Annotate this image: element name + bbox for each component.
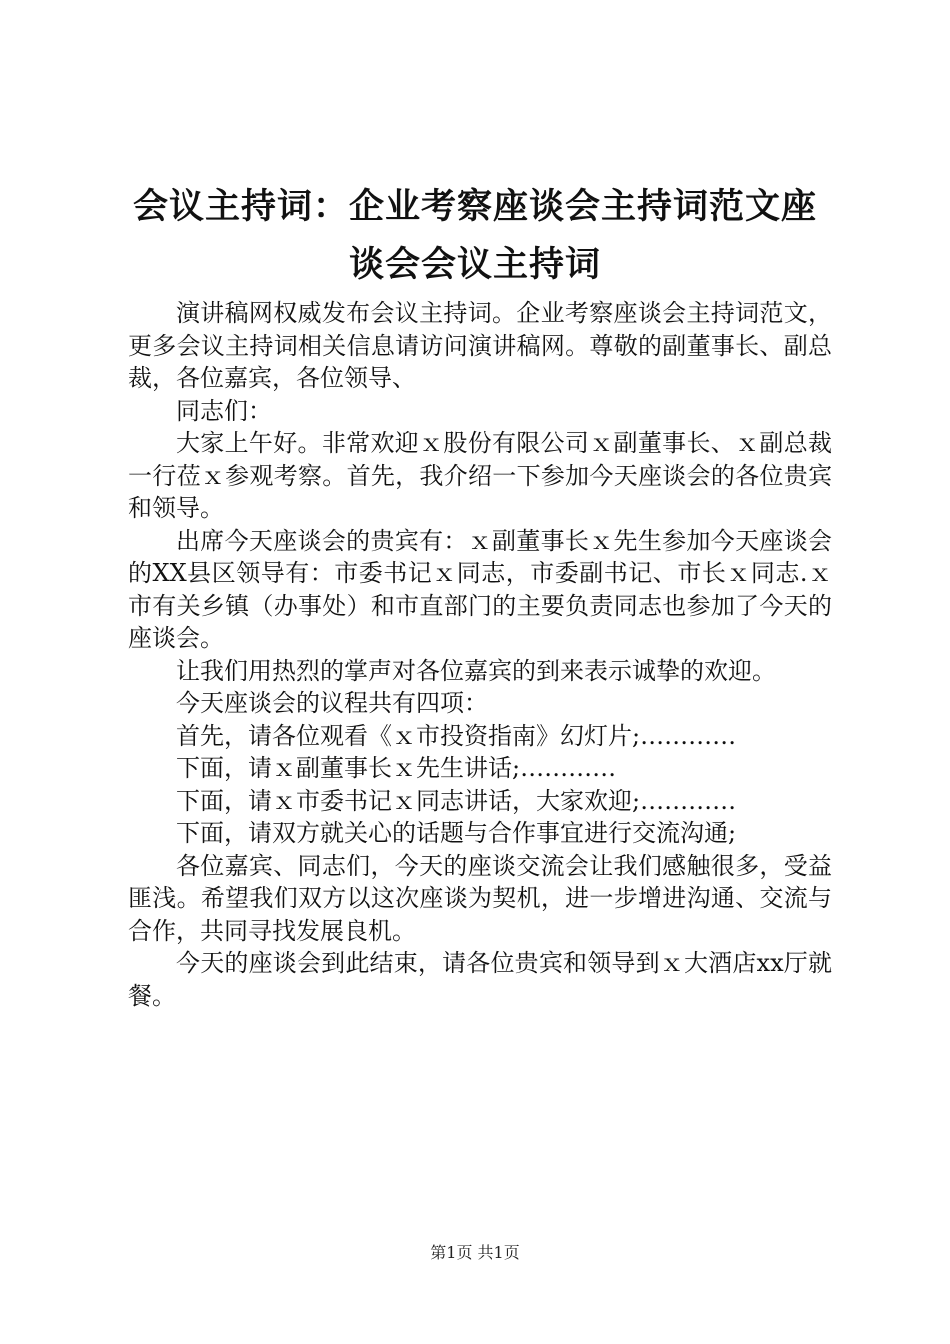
paragraph-conclusion: 今天的座谈会到此结束，请各位贵宾和领导到ｘ大酒店xx厅就餐。	[128, 949, 832, 1010]
paragraph-greeting: 同志们：	[176, 396, 272, 425]
paragraph-agenda-item-1: 首先，请各位观看《ｘ市投资指南》幻灯片;…………	[176, 721, 737, 750]
paragraph-agenda-item-3: 下面，请ｘ市委书记ｘ同志讲话，大家欢迎;…………	[176, 786, 737, 815]
paragraph-applause: 让我们用热烈的掌声对各位嘉宾的到来表示诚挚的欢迎。	[176, 656, 776, 685]
paragraph-agenda-item-4: 下面，请双方就关心的话题与合作事宜进行交流沟通;	[176, 819, 737, 847]
paragraph-agenda: 今天座谈会的议程共有四项：	[176, 689, 488, 717]
document-body	[128, 297, 832, 1012]
paragraph-closing-remarks: 各位嘉宾、同志们，今天的座谈交流会让我们感触很多，受益匪浅。希望我们双方以这次座谈为契机，进一步增进沟通、交流与合作，共同寻找发展良机。	[128, 851, 832, 945]
paragraph-welcome: 大家上午好。非常欢迎ｘ股份有限公司ｘ副董事长、ｘ副总裁一行莅ｘ参观考察。首先，我介绍一下参加今天座谈会的各位贵宾和领导。	[128, 429, 832, 522]
paragraph-agenda-item-2: 下面，请ｘ副董事长ｘ先生讲话;…………	[176, 754, 617, 782]
document-title: 会议主持词：企业考察座谈会主持词范文座谈会会议主持词	[132, 187, 817, 285]
paragraph-guests: 出席今天座谈会的贵宾有：ｘ副董事长ｘ先生参加今天座谈会的XX县区领导有：市委书记ｘ同志，市委副书记、市长ｘ同志.ｘ市有关乡镇（办事处）和市直部门的主要负责同志也参加了今天的座谈会。	[128, 526, 832, 652]
paragraph-intro: 演讲稿网权威发布会议主持词。企业考察座谈会主持词范文，更多会议主持词相关信息请访问演讲稿网。尊敬的副董事长、副总裁，各位嘉宾，各位领导、	[128, 299, 832, 392]
page-footer: 第1页 共1页	[430, 1243, 520, 1262]
